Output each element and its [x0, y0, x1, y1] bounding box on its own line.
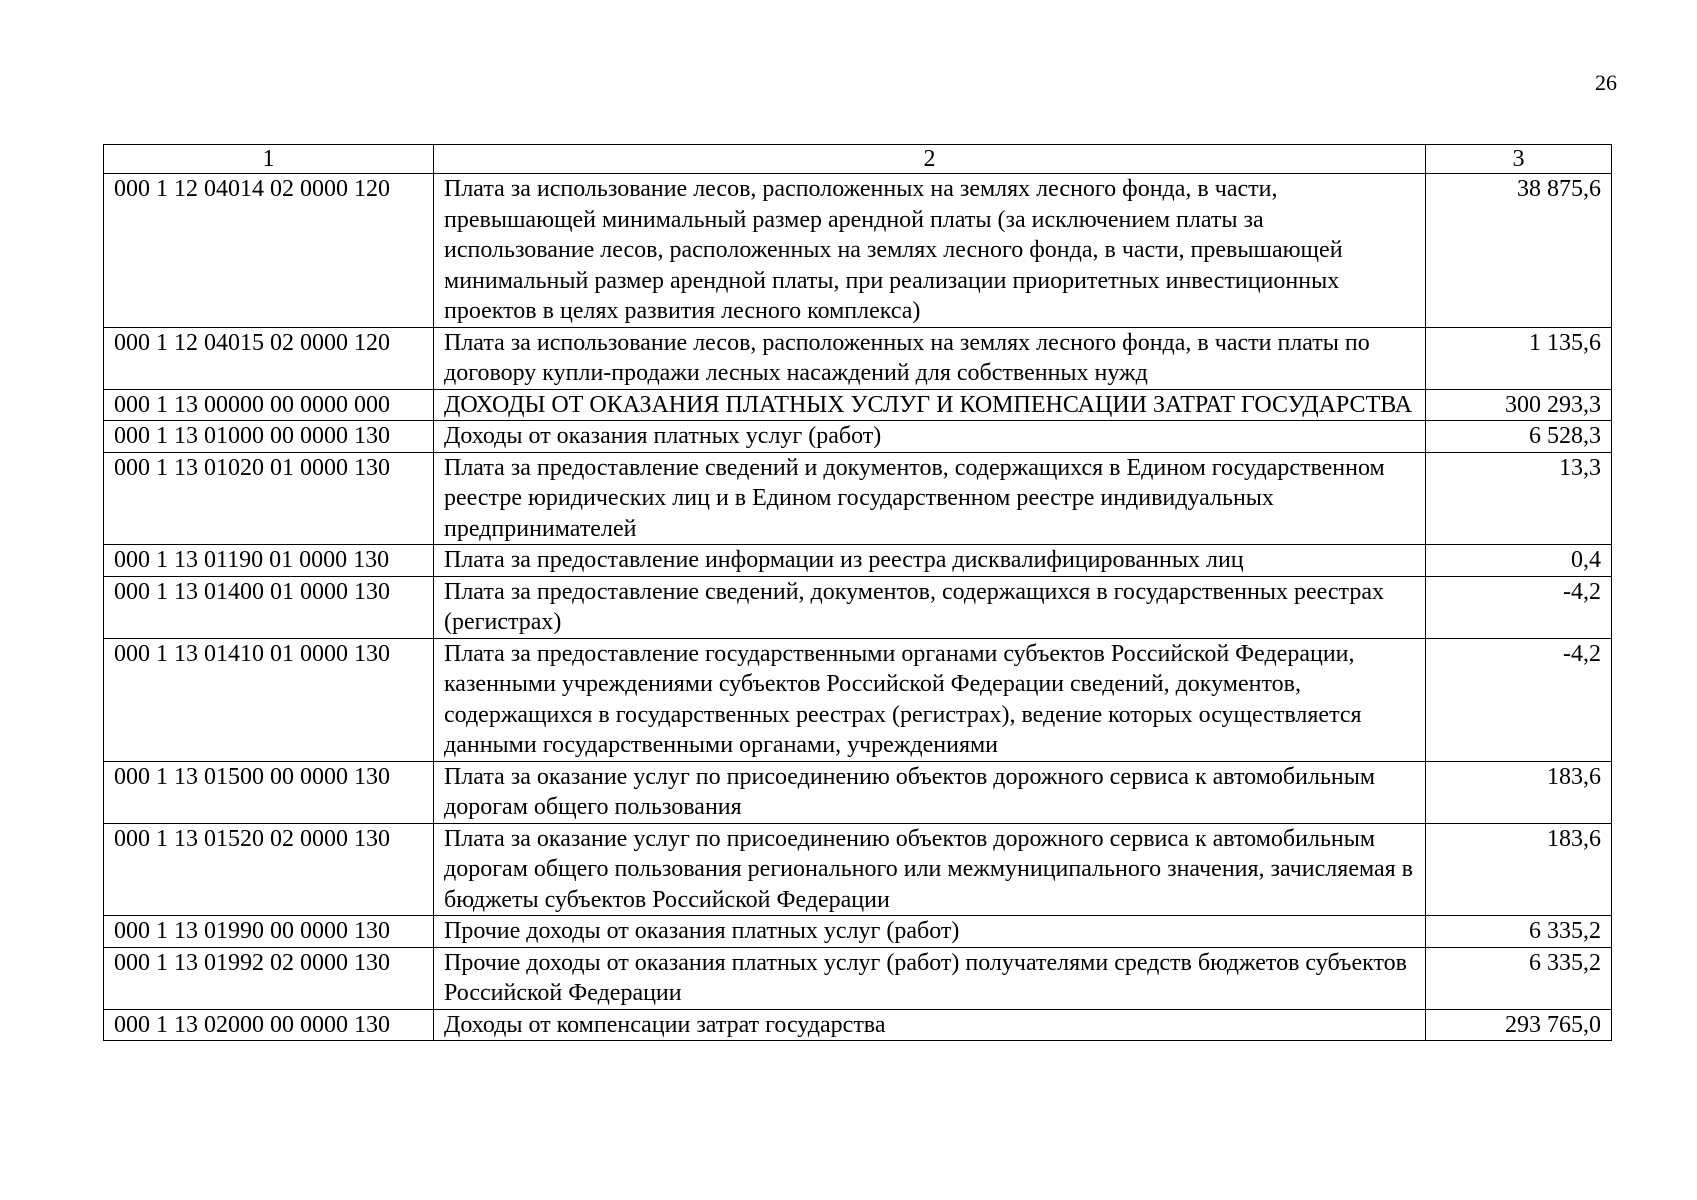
- row-code: 000 1 13 01020 01 0000 130: [104, 452, 434, 545]
- table-header-row: [104, 145, 1612, 174]
- row-sum: 38 875,6: [1426, 174, 1612, 328]
- row-name: Плата за предоставление государственными органами субъектов Российской Федерации, казенными учреждениями субъектов Российской Федерации сведений, документов, содержащихся в государственных реестрах (регистрах), ведение которых осуществляется данными государственными органами, учреждениями: [434, 638, 1426, 761]
- row-code: 000 1 13 01500 00 0000 130: [104, 761, 434, 823]
- row-sum: 300 293,3: [1426, 389, 1612, 421]
- row-sum: 293 765,0: [1426, 1009, 1612, 1041]
- row-code: 000 1 12 04015 02 0000 120: [104, 327, 434, 389]
- table-row: [104, 576, 1612, 638]
- row-sum: 183,6: [1426, 761, 1612, 823]
- table-row: [104, 174, 1612, 328]
- column-header-sum: 3: [1426, 145, 1612, 174]
- table-row: [104, 638, 1612, 761]
- table-row: [104, 389, 1612, 421]
- row-name: Прочие доходы от оказания платных услуг (работ) получателями средств бюджетов субъектов Российской Федерации: [434, 947, 1426, 1009]
- row-name: Плата за предоставление сведений, документов, содержащихся в государственных реестрах (регистрах): [434, 576, 1426, 638]
- row-name: Плата за предоставление информации из реестра дисквалифицированных лиц: [434, 545, 1426, 577]
- table-row: [104, 947, 1612, 1009]
- row-name: Плата за предоставление сведений и документов, содержащихся в Едином государственном реестре юридических лиц и в Едином государственном реестре индивидуальных предпринимателей: [434, 452, 1426, 545]
- row-name: Плата за использование лесов, расположенных на землях лесного фонда, в части, превышающей минимальный размер арендной платы (за исключением платы за использование лесов, расположенных на землях лесного фонда, в части, превышающей минимальный размер арендной платы, при реализации приоритетных инвестиционных проектов в целях развития лесного комплекса): [434, 174, 1426, 328]
- revenue-table: [103, 144, 1612, 1041]
- table-row: [104, 327, 1612, 389]
- row-code: 000 1 13 01520 02 0000 130: [104, 823, 434, 916]
- table-row: [104, 916, 1612, 948]
- table-row: [104, 761, 1612, 823]
- row-name: ДОХОДЫ ОТ ОКАЗАНИЯ ПЛАТНЫХ УСЛУГ И КОМПЕНСАЦИИ ЗАТРАТ ГОСУДАРСТВА: [434, 389, 1426, 421]
- row-sum: 13,3: [1426, 452, 1612, 545]
- row-code: 000 1 13 00000 00 0000 000: [104, 389, 434, 421]
- row-name: Плата за оказание услуг по присоединению объектов дорожного сервиса к автомобильным дорогам общего пользования: [434, 761, 1426, 823]
- row-sum: 6 528,3: [1426, 421, 1612, 453]
- row-name: Доходы от компенсации затрат государства: [434, 1009, 1426, 1041]
- table-row: [104, 421, 1612, 453]
- row-sum: 1 135,6: [1426, 327, 1612, 389]
- row-code: 000 1 13 02000 00 0000 130: [104, 1009, 434, 1041]
- row-code: 000 1 13 01190 01 0000 130: [104, 545, 434, 577]
- row-sum: 6 335,2: [1426, 947, 1612, 1009]
- table-row: [104, 452, 1612, 545]
- row-name: Доходы от оказания платных услуг (работ): [434, 421, 1426, 453]
- row-name: Плата за оказание услуг по присоединению объектов дорожного сервиса к автомобильным дорогам общего пользования регионального или межмуниципального значения, зачисляемая в бюджеты субъектов Российской Федерации: [434, 823, 1426, 916]
- row-sum: -4,2: [1426, 638, 1612, 761]
- row-code: 000 1 13 01410 01 0000 130: [104, 638, 434, 761]
- row-code: 000 1 13 01400 01 0000 130: [104, 576, 434, 638]
- row-code: 000 1 13 01990 00 0000 130: [104, 916, 434, 948]
- row-code: 000 1 13 01000 00 0000 130: [104, 421, 434, 453]
- row-name: Плата за использование лесов, расположенных на землях лесного фонда, в части платы по договору купли-продажи лесных насаждений для собственных нужд: [434, 327, 1426, 389]
- page-number: 26: [1595, 70, 1617, 95]
- row-sum: 183,6: [1426, 823, 1612, 916]
- column-header-name: 2: [434, 145, 1426, 174]
- row-code: 000 1 12 04014 02 0000 120: [104, 174, 434, 328]
- row-sum: 0,4: [1426, 545, 1612, 577]
- row-code: 000 1 13 01992 02 0000 130: [104, 947, 434, 1009]
- table-row: [104, 823, 1612, 916]
- column-header-code: 1: [104, 145, 434, 174]
- table-row: [104, 545, 1612, 577]
- table-row: [104, 1009, 1612, 1041]
- row-name: Прочие доходы от оказания платных услуг (работ): [434, 916, 1426, 948]
- row-sum: -4,2: [1426, 576, 1612, 638]
- row-sum: 6 335,2: [1426, 916, 1612, 948]
